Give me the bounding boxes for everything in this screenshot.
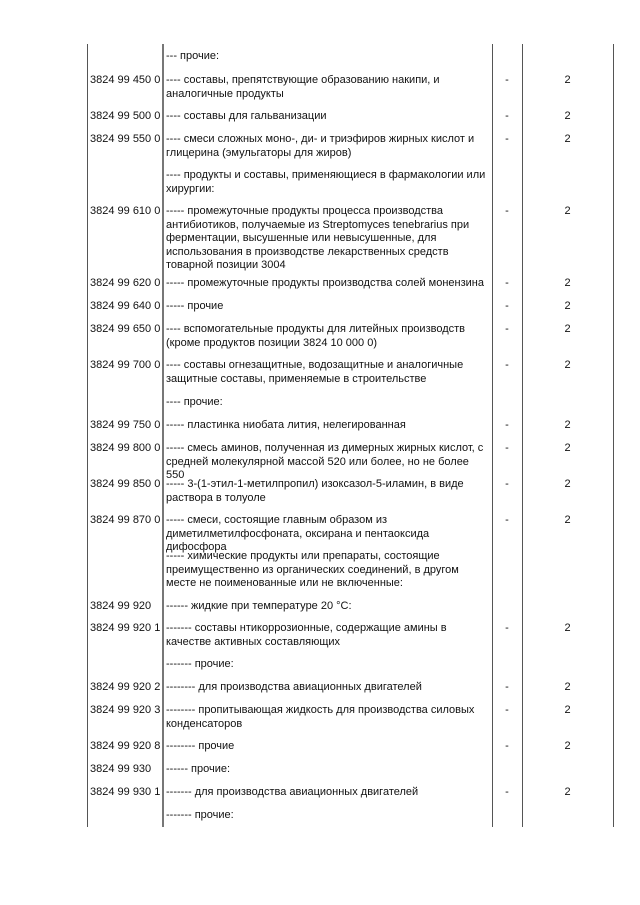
rate-cell: 2 <box>564 74 571 86</box>
unit-cell: - <box>505 478 509 490</box>
commodity-code: 3824 99 920 <box>90 600 152 612</box>
unit-cell: - <box>505 277 509 289</box>
commodity-description: ------- прочие: <box>166 658 234 670</box>
commodity-code: 3824 99 850 0 <box>90 478 161 490</box>
rate-cell: 2 <box>564 514 571 526</box>
commodity-description: ----- смесь аминов, полученная из димерных жирных кислот, с средней молекулярной массой 520 или более, но не более 550 <box>166 442 484 481</box>
rate-cell: 2 <box>564 359 571 371</box>
commodity-description: ------- составы нтикоррозионные, содержащие амины в качестве активных составляющих <box>166 622 447 648</box>
unit-cell: - <box>505 359 509 371</box>
rate-cell: 2 <box>564 786 571 798</box>
rate-cell: 2 <box>564 442 571 454</box>
commodity-code: 3824 99 620 0 <box>90 277 161 289</box>
unit-cell: - <box>505 786 509 798</box>
commodity-description: --- прочие: <box>166 50 220 62</box>
unit-cell: - <box>505 681 509 693</box>
unit-cell: - <box>505 74 509 86</box>
unit-cell: - <box>505 740 509 752</box>
rate-cell: 2 <box>564 300 571 312</box>
commodity-code: 3824 99 610 0 <box>90 205 161 217</box>
commodity-description: ---- вспомогательные продукты для литейных производств (кроме продуктов позиции 3824 10 000 0) <box>166 323 466 349</box>
commodity-code: 3824 99 800 0 <box>90 442 161 454</box>
rate-cell: 2 <box>564 133 571 145</box>
unit-cell: - <box>505 205 509 217</box>
rate-cell: 2 <box>564 277 571 289</box>
rate-cell: 2 <box>564 419 571 431</box>
commodity-description: -------- пропитывающая жидкость для производства силовых конденсаторов <box>166 704 475 730</box>
commodity-code: 3824 99 500 0 <box>90 110 161 122</box>
commodity-code: 3824 99 750 0 <box>90 419 161 431</box>
rate-cell: 2 <box>564 740 571 752</box>
commodity-code: 3824 99 450 0 <box>90 74 161 86</box>
commodity-description: ------ жидкие при температуре 20 °С: <box>166 600 352 612</box>
unit-cell: - <box>505 704 509 716</box>
rate-cell: 2 <box>564 478 571 490</box>
commodity-code: 3824 99 700 0 <box>90 359 161 371</box>
rate-cell: 2 <box>564 323 571 335</box>
table-border-left <box>87 44 88 827</box>
commodity-description: ----- пластинка ниобата лития, нелегированная <box>166 419 406 431</box>
unit-cell: - <box>505 622 509 634</box>
commodity-code: 3824 99 930 <box>90 763 152 775</box>
unit-cell: - <box>505 300 509 312</box>
commodity-description: ------ прочие: <box>166 763 231 775</box>
commodity-description: ------- прочие: <box>166 809 234 821</box>
commodity-description: ----- промежуточные продукты процесса производства антибиотиков, получаемые из Streptomyces tenebrarius при ферментации, высушенные или невысушенные, для использования в производстве лекарственных средств товарной позиции 3004 <box>166 205 470 271</box>
rate-cell: 2 <box>564 110 571 122</box>
commodity-code: 3824 99 650 0 <box>90 323 161 335</box>
column-divider-code <box>162 44 164 827</box>
commodity-code: 3824 99 550 0 <box>90 133 161 145</box>
rate-cell: 2 <box>564 622 571 634</box>
table-border-right <box>613 44 614 827</box>
commodity-code: 3824 99 920 3 <box>90 704 161 716</box>
rate-cell: 2 <box>564 704 571 716</box>
commodity-description: -------- для производства авиационных двигателей <box>166 681 422 693</box>
commodity-code: 3824 99 930 1 <box>90 786 161 798</box>
commodity-description: ----- 3-(1-этил-1-метилпропил) изоксазол-5-иламин, в виде раствора в толуоле <box>166 478 464 504</box>
commodity-description: -------- прочие <box>166 740 235 752</box>
unit-cell: - <box>505 133 509 145</box>
commodity-description: ------- для производства авиационных двигателей <box>166 786 419 798</box>
unit-cell: - <box>505 110 509 122</box>
commodity-code: 3824 99 640 0 <box>90 300 161 312</box>
commodity-description: ---- смеси сложных моно-, ди- и триэфиров жирных кислот и глицерина (эмульгаторы для жиров) <box>166 133 475 159</box>
tariff-table <box>87 44 614 827</box>
commodity-code: 3824 99 920 8 <box>90 740 161 752</box>
rate-cell: 2 <box>564 681 571 693</box>
commodity-description: ---- составы, препятствующие образованию накипи, и аналогичные продукты <box>166 74 440 100</box>
commodity-description: ---- составы для гальванизации <box>166 110 327 122</box>
unit-cell: - <box>505 323 509 335</box>
commodity-description: ----- прочие <box>166 300 224 312</box>
commodity-code: 3824 99 920 2 <box>90 681 161 693</box>
rate-cell: 2 <box>564 205 571 217</box>
commodity-description: ---- составы огнезащитные, водозащитные и аналогичные защитные составы, применяемые в строительстве <box>166 359 464 385</box>
unit-cell: - <box>505 419 509 431</box>
unit-cell: - <box>505 442 509 454</box>
commodity-description: ---- продукты и составы, применяющиеся в фармакологии или хирургии: <box>166 169 486 195</box>
commodity-description: ----- смеси, состоящие главным образом из диметилметилфосфоната, оксирана и пентаоксида дифосфора <box>166 514 430 553</box>
commodity-description: ---- прочие: <box>166 396 223 408</box>
unit-cell: - <box>505 514 509 526</box>
commodity-code: 3824 99 920 1 <box>90 622 161 634</box>
commodity-code: 3824 99 870 0 <box>90 514 161 526</box>
commodity-description: ----- химические продукты или препараты, состоящие преимущественно из органических соединений, в другом месте не поименованные или не включенные: <box>166 550 459 589</box>
commodity-description: ----- промежуточные продукты производства солей монензина <box>166 277 484 289</box>
